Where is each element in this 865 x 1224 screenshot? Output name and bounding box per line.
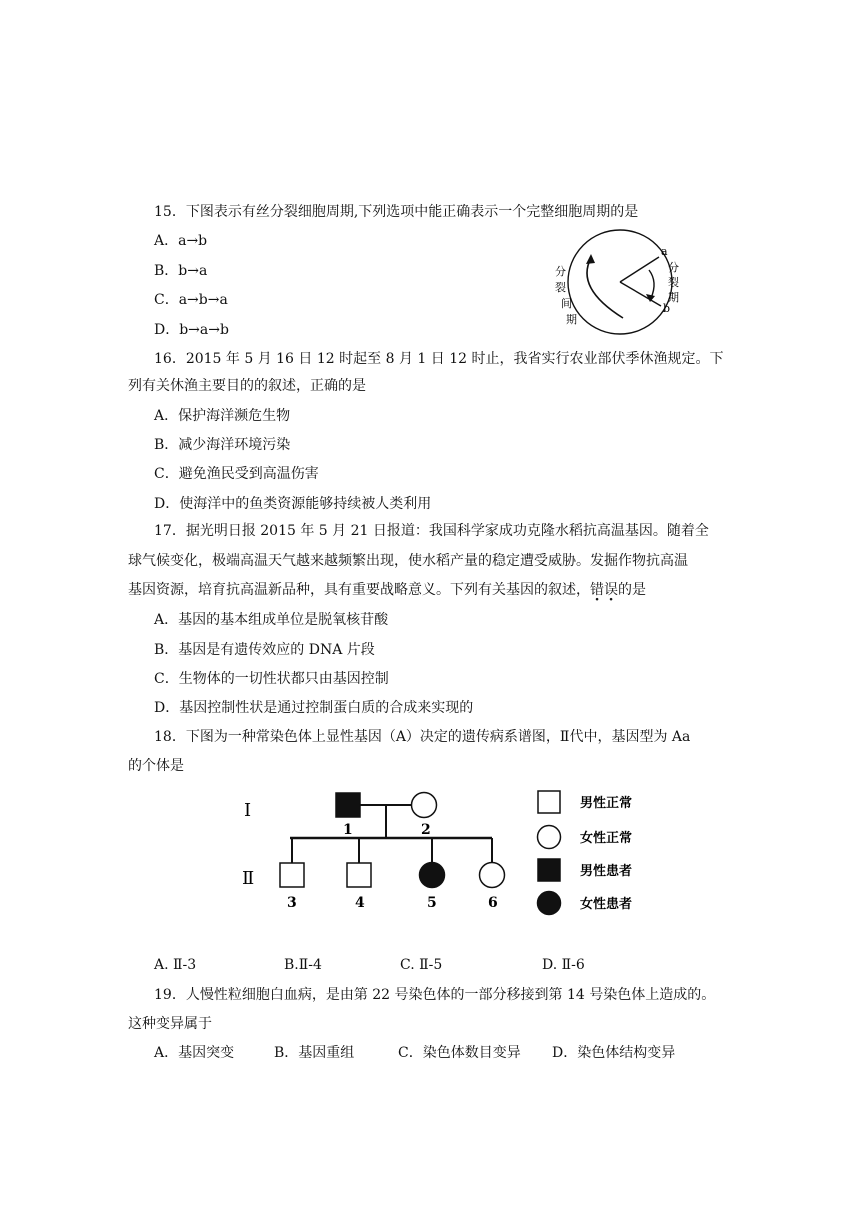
q17-stem-line-1: 17．据光明日报 2015 年 5 月 21 日报道：我国科学家成功克隆水稻抗高温基因。随着全: [154, 523, 709, 539]
individual-2-label: 2: [421, 822, 431, 838]
mitosis-arrow: [649, 270, 654, 298]
individual-2-normal-female: [412, 793, 437, 818]
q17-option-b[interactable]: B．基因是有遗传效应的 DNA 片段: [154, 642, 375, 658]
q18-stem-line-1: 18．下图为一种常染色体上显性基因（A）决定的遗传病系谱图，Ⅱ代中，基因型为 Aa: [154, 729, 691, 745]
q16-stem-line-2: 列有关休渔主要目的的叙述，正确的是: [128, 378, 366, 394]
q15-stem: 15．下图表示有丝分裂细胞周期,下列选项中能正确表示一个完整细胞周期的是: [154, 204, 639, 220]
q18-stem-line-2: 的个体是: [128, 758, 184, 774]
individual-6-normal-female: [480, 863, 505, 888]
interphase-char-3: 间: [561, 297, 572, 310]
q15-option-d[interactable]: D．b→a→b: [154, 322, 229, 338]
interphase-char-1: 分: [555, 265, 566, 278]
q17-option-a[interactable]: A．基因的基本组成单位是脱氧核苷酸: [154, 612, 389, 628]
individual-4-label: 4: [355, 895, 365, 911]
q19-stem-line-2: 这种变异属于: [128, 1016, 212, 1032]
cell-cycle-figure: [545, 228, 685, 338]
q16-stem-line-1: 16．2015 年 5 月 16 日 12 时起至 8 月 1 日 12 时止，我省实行农业部伏季休渔规定。下: [154, 351, 724, 367]
individual-3-label: 3: [287, 895, 297, 911]
legend-affected-female-label: 女性患者: [580, 897, 633, 912]
q18-option-d[interactable]: D. Ⅱ-6: [542, 957, 585, 973]
generation-1-label: Ⅰ: [244, 800, 252, 821]
radius-b: [620, 282, 661, 306]
legend-normal-female-symbol: [538, 826, 561, 849]
q18-option-b[interactable]: B.Ⅱ-4: [284, 957, 322, 973]
mitosis-char-1: 分: [668, 261, 679, 274]
interphase-arrow: [587, 258, 623, 318]
legend-affected-male-symbol: [538, 859, 560, 881]
q16-option-b[interactable]: B．减少海洋环境污染: [154, 437, 291, 453]
legend-affected-female-symbol: [538, 892, 561, 915]
individual-1-label: 1: [343, 822, 353, 838]
pedigree-chart: [230, 780, 670, 930]
interphase-char-2: 裂: [555, 281, 566, 294]
q17-option-c[interactable]: C．生物体的一切性状都只由基因控制: [154, 671, 389, 687]
individual-4-normal-male: [347, 863, 371, 887]
generation-2-label: Ⅱ: [242, 868, 255, 889]
q19-option-a[interactable]: A．基因突变: [154, 1045, 235, 1061]
label-a: a: [661, 245, 668, 258]
legend-normal-male-symbol: [538, 791, 560, 813]
interphase-char-4: 期: [566, 313, 577, 326]
individual-1-affected-male: [336, 793, 360, 817]
q15-option-c[interactable]: C．a→b→a: [154, 292, 228, 308]
individual-6-label: 6: [488, 895, 498, 911]
individual-5-label: 5: [427, 895, 437, 911]
q15-option-a[interactable]: A．a→b: [154, 233, 208, 249]
q16-option-a[interactable]: A．保护海洋濒危生物: [154, 408, 291, 424]
q19-option-c[interactable]: C．染色体数目变异: [398, 1045, 521, 1061]
q17-option-d[interactable]: D．基因控制性状是通过控制蛋白质的合成来实现的: [154, 700, 474, 716]
q18-option-c[interactable]: C. Ⅱ-5: [400, 957, 443, 973]
q17-emphasis-char-2: 误: [604, 582, 618, 598]
q16-option-d[interactable]: D．使海洋中的鱼类资源能够持续被人类利用: [154, 496, 432, 512]
q19-option-d[interactable]: D．染色体结构变异: [552, 1045, 676, 1061]
individual-3-normal-male: [280, 863, 304, 887]
q19-option-b[interactable]: B．基因重组: [274, 1045, 355, 1061]
q17-stem-line-2: 球气候变化，极端高温天气越来越频繁出现，使水稻产量的稳定遭受威胁。发掘作物抗高温: [128, 553, 688, 569]
legend-normal-female-label: 女性正常: [580, 831, 633, 846]
mitosis-char-3: 期: [668, 291, 679, 304]
legend-normal-male-label: 男性正常: [580, 796, 633, 811]
q18-option-a[interactable]: A. Ⅱ-3: [154, 957, 197, 973]
label-b: b: [663, 302, 671, 315]
q19-stem-line-1: 19．人慢性粒细胞白血病，是由第 22 号染色体的一部分移接到第 14 号染色体上造成的。: [154, 987, 716, 1003]
mitosis-char-2: 裂: [668, 276, 679, 289]
individual-5-affected-female: [420, 863, 445, 888]
q17-stem-line-3: [128, 580, 646, 600]
q17-stem-end: 的是: [618, 582, 646, 598]
legend-affected-male-label: 男性患者: [580, 864, 633, 879]
q17-stem-text: 基因资源，培育抗高温新品种，具有重要战略意义。下列有关基因的叙述，: [128, 582, 590, 598]
q16-option-c[interactable]: C．避免渔民受到高温伤害: [154, 466, 319, 482]
q17-emphasis-char-1: 错: [590, 582, 604, 598]
q15-option-b[interactable]: B．b→a: [154, 263, 208, 279]
interphase-arrowhead: [586, 254, 595, 264]
